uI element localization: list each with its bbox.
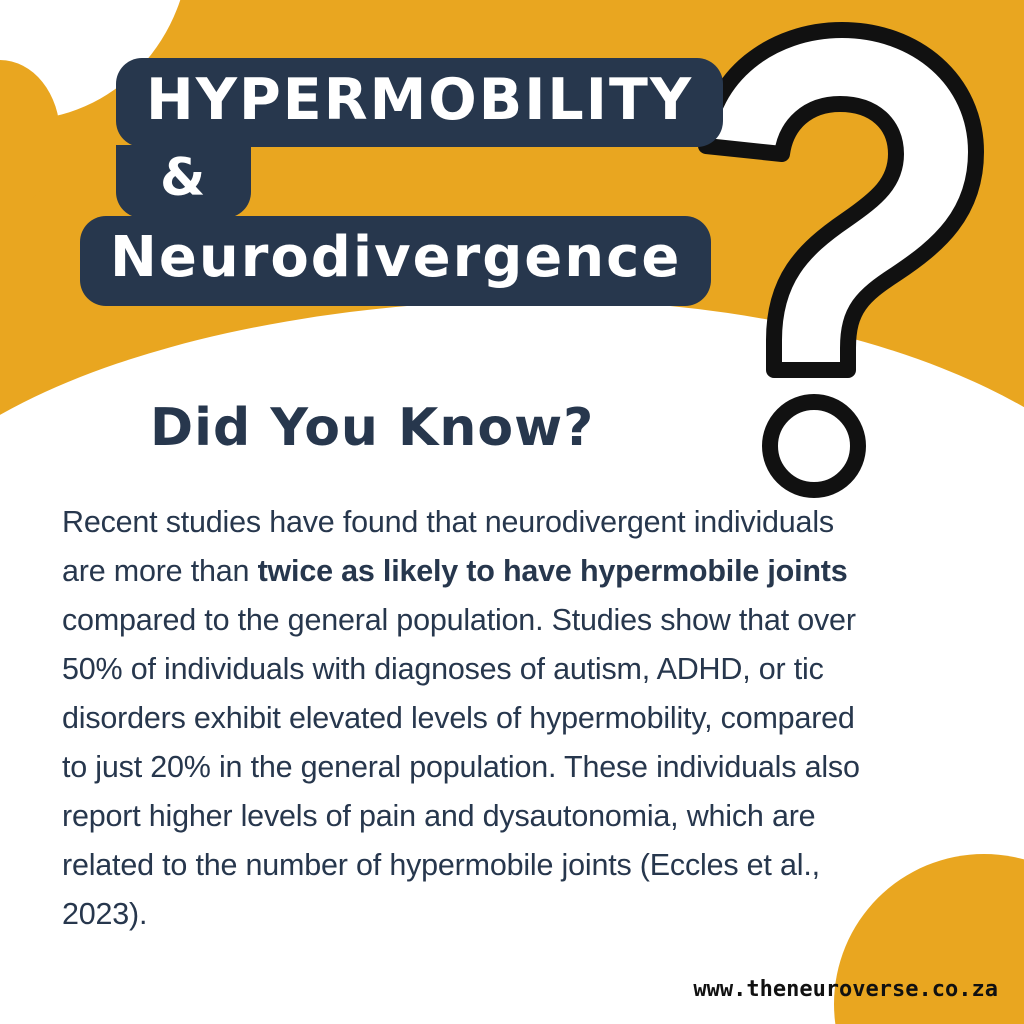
title-line-2: Neurodivergence bbox=[80, 216, 711, 306]
subheading: Did You Know? bbox=[150, 398, 595, 458]
body-paragraph bbox=[62, 498, 862, 939]
body-part-1: Recent studies have found that neurodivergent individuals are more than bbox=[62, 505, 834, 588]
website-url[interactable]: www.theneuroverse.co.za bbox=[693, 977, 998, 1002]
title-ampersand: & bbox=[116, 145, 251, 218]
title-line-1: HYPERMOBILITY bbox=[116, 58, 723, 147]
body-part-2: compared to the general population. Studies show that over 50% of individuals with diagnoses of autism, ADHD, or tic disorders exhibit elevated levels of hypermobility, compared to just 20% in the general population. These individuals also report higher levels of pain and dysautonomia, which are related to the number of hypermobile joints (Eccles et al., 2023). bbox=[62, 603, 860, 931]
body-bold-emphasis: twice as likely to have hypermobile joints bbox=[257, 554, 848, 588]
title-ampersand-row bbox=[116, 145, 700, 218]
title-group bbox=[80, 58, 700, 306]
